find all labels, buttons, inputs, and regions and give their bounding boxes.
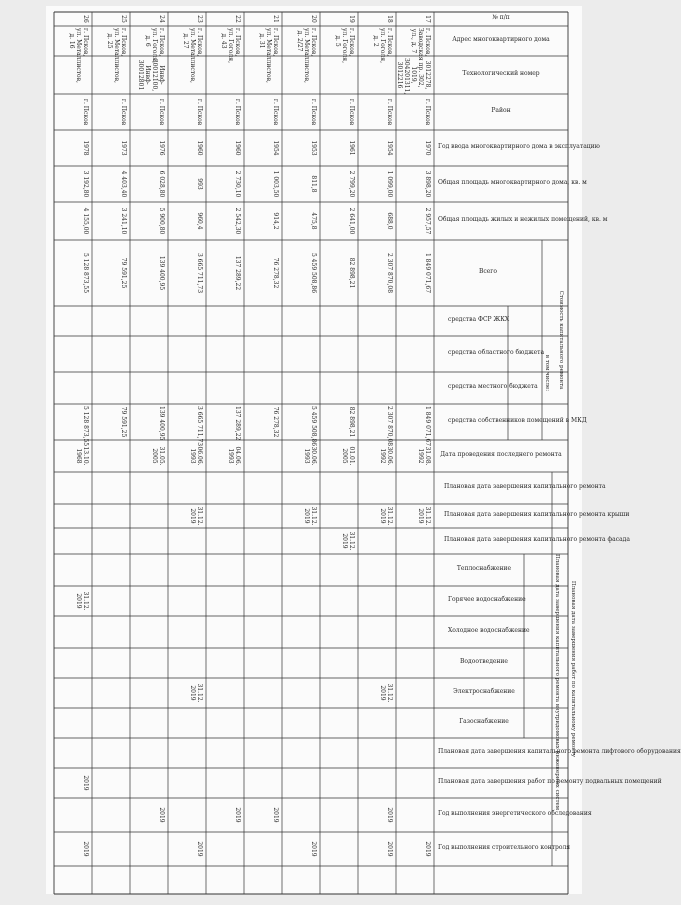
cell-control: 2019 bbox=[386, 841, 393, 857]
cell-owners: 5 459 508,86 bbox=[310, 406, 317, 447]
cell-res_area: 3 241,10 bbox=[120, 207, 127, 235]
header-eng-group: Плановая дата завершения капитального ремонта внутридомовых инженерных систем bbox=[554, 554, 560, 811]
cell-year: 1978 bbox=[82, 140, 89, 156]
cell-owners: 5 128 873,55 bbox=[82, 406, 89, 447]
cell-total: 82 898,21 bbox=[348, 257, 355, 289]
cell-control: 2019 bbox=[424, 841, 431, 857]
cell-basement: 2019 bbox=[82, 775, 89, 791]
header-res-area: Общая площадь жилых и нежилых помещений, кв. м bbox=[438, 216, 608, 223]
cell-address: г. Псков, ул. Гоголя, д. 6 bbox=[144, 28, 165, 64]
cell-district: г. Псков bbox=[424, 98, 431, 126]
cell-total_area: 811,8 bbox=[310, 175, 317, 193]
cell-year: 1970 bbox=[424, 140, 431, 156]
header-cost-group: Стоимость капитального ремонта bbox=[558, 290, 564, 390]
cell-last_date: 30.06. 1992 bbox=[379, 446, 393, 466]
header-cold-water: Холодное водоснабжение bbox=[448, 627, 530, 634]
header-last-date: Дата проведения последнего ремонта bbox=[440, 451, 562, 458]
cell-total: 3 665 711,73 bbox=[196, 252, 203, 294]
cell-roof: 31.12. 2019 bbox=[379, 506, 393, 526]
header-num: № п/п bbox=[492, 14, 510, 21]
header-tech: Технологический номер bbox=[462, 70, 540, 77]
cell-roof: 31.12. 2019 bbox=[189, 506, 203, 526]
cell-total_area: 1 099,00 bbox=[386, 170, 393, 198]
cell-num: 20 bbox=[310, 15, 317, 23]
cell-year: 1973 bbox=[120, 140, 127, 156]
cell-energy: 2019 bbox=[158, 807, 165, 823]
cell-owners: 79 591,25 bbox=[120, 406, 127, 438]
cell-res_area: 5 900,80 bbox=[158, 207, 165, 235]
cell-address: г. Псков, ул. Гоголя, д. 5 bbox=[334, 28, 355, 64]
header-plan-group: Плановая дата завершения работ по капитальному ремонту bbox=[570, 580, 576, 758]
cell-owners: 2 307 870,08 bbox=[386, 406, 393, 447]
header-fsr: средства ФСР ЖКХ bbox=[448, 316, 510, 323]
cell-roof: 31.12. 2019 bbox=[417, 506, 431, 526]
cell-address: г. Псков, ул. Гоголя, д. 43 bbox=[220, 28, 241, 64]
cell-last_date: 06.06. 1993 bbox=[189, 446, 203, 466]
cell-num: 18 bbox=[386, 15, 393, 23]
cell-total_area: 993 bbox=[196, 178, 203, 190]
header-heat: Теплоснабжение bbox=[456, 565, 512, 572]
cell-total: 2 307 870,08 bbox=[386, 252, 393, 294]
cell-year: 1960 bbox=[234, 140, 241, 156]
cell-tech: 3012278, пр. 302, 1019, 304201311, 3012216 bbox=[396, 58, 431, 95]
cell-res_area: 4 155,00 bbox=[82, 207, 89, 235]
header-local: средства местного бюджета bbox=[448, 383, 538, 390]
header-in-total: Всего bbox=[478, 268, 498, 275]
cell-owners: 76 278,32 bbox=[272, 406, 279, 438]
cell-total_area: 3 898,20 bbox=[424, 170, 431, 198]
cell-district: г. Псков bbox=[348, 98, 355, 126]
header-hot-water: Горячее водоснабжение bbox=[448, 596, 526, 603]
cell-district: г. Псков bbox=[386, 98, 393, 126]
cell-district: г. Псков bbox=[120, 98, 127, 126]
cell-last_date: 01.01. 2005 bbox=[341, 446, 355, 466]
cell-total: 139 400,95 bbox=[158, 255, 165, 291]
header-gas: Газоснабжение bbox=[459, 718, 509, 725]
cell-num: 23 bbox=[196, 15, 203, 23]
header-owners: средства собственников помещений в МКД bbox=[448, 417, 587, 424]
cell-energy: 2019 bbox=[272, 807, 279, 823]
cell-control: 2019 bbox=[310, 841, 317, 857]
cell-owners: 137 289,22 bbox=[234, 406, 241, 441]
cell-energy: 2019 bbox=[234, 807, 241, 823]
cell-res_area: 475,8 bbox=[310, 212, 317, 230]
cell-last_date: 30.06. 1993 bbox=[303, 446, 317, 466]
cell-res_area: 914,2 bbox=[272, 212, 279, 230]
document-page bbox=[46, 6, 681, 894]
cell-hot_water: 31.12. 2019 bbox=[75, 591, 89, 611]
cell-owners: 139 400,95 bbox=[158, 406, 165, 441]
cell-address: г. Псков, ул. Гоголя, д. 2 bbox=[372, 28, 393, 64]
header-control: Год выполнения строительного контроля bbox=[438, 844, 571, 851]
cell-district: г. Псков bbox=[272, 98, 279, 126]
cell-last_date: 13.10. 1968 bbox=[75, 446, 89, 466]
cell-address: г. Псков, ул. Металлистов, д. 31 bbox=[258, 28, 279, 83]
cell-address: г. Псков, ул. Металлистов, д. 25 bbox=[106, 28, 127, 83]
cell-total: 5 128 873,55 bbox=[82, 252, 89, 294]
cell-last_date: 31.05. 2005 bbox=[151, 446, 165, 466]
cell-num: 19 bbox=[348, 15, 355, 23]
cell-owners: 82 898,21 bbox=[348, 406, 355, 438]
header-incl: в том числе: bbox=[544, 354, 550, 392]
cell-owners: 1 849 071,67 bbox=[424, 406, 431, 447]
cell-total_area: 1 003,50 bbox=[272, 170, 279, 198]
cell-num: 26 bbox=[82, 15, 89, 23]
cell-year: 1954 bbox=[272, 140, 279, 156]
cell-num: 25 bbox=[120, 15, 127, 23]
cell-year: 1960 bbox=[196, 140, 203, 156]
header-total-area: Общая площадь многоквартирного дома, кв. м bbox=[438, 179, 587, 186]
cell-res_area: 960,4 bbox=[196, 212, 203, 230]
cell-facade: 31.12. 2019 bbox=[341, 531, 355, 551]
cell-district: г. Псков bbox=[310, 98, 317, 126]
cell-address: г. Псков, ул. Металлистов, д. 27 bbox=[182, 28, 203, 83]
cell-year: 1953 bbox=[310, 140, 317, 156]
cell-control: 2019 bbox=[82, 841, 89, 857]
header-facade: Плановая дата завершения капитального ремонта фасада bbox=[444, 536, 630, 543]
header-roof: Плановая дата завершения капитального ремонта крыши bbox=[444, 511, 630, 518]
cell-res_area: 2 957,57 bbox=[424, 207, 431, 235]
cell-district: г. Псков bbox=[196, 98, 203, 126]
cell-res_area: 2 542,30 bbox=[234, 207, 241, 235]
cell-district: г. Псков bbox=[158, 98, 165, 126]
cell-year: 1954 bbox=[386, 140, 393, 156]
header-plan-date: Плановая дата завершения капитального ремонта bbox=[444, 483, 606, 490]
header-regional: средства областного бюджета bbox=[448, 349, 545, 356]
cell-tech: Инвф- 30012100, Инвф- 30012801 bbox=[137, 58, 165, 92]
cell-electric: 31.12. 2019 bbox=[379, 683, 393, 703]
cell-res_area: 688,0 bbox=[386, 212, 393, 230]
cell-total_area: 3 192,80 bbox=[82, 170, 89, 198]
cell-total: 79 591,25 bbox=[120, 257, 127, 289]
cell-total_area: 2 730,10 bbox=[234, 170, 241, 198]
header-year: Год ввода многоквартирного дома в эксплуатацию bbox=[438, 143, 600, 150]
cell-total: 76 278,32 bbox=[272, 257, 279, 289]
header-district: Район bbox=[491, 107, 511, 114]
cell-total_area: 4 403,40 bbox=[120, 170, 127, 198]
cell-address: г. Псков, Заводская ул., д. 7 bbox=[410, 28, 431, 61]
cell-last_date: 31.08. 1992 bbox=[417, 446, 431, 466]
cell-district: г. Псков bbox=[234, 98, 241, 126]
cell-total_area: 6 028,80 bbox=[158, 170, 165, 198]
cell-energy: 2019 bbox=[386, 807, 393, 823]
cell-num: 17 bbox=[424, 15, 431, 23]
cell-total: 1 849 071,67 bbox=[424, 252, 431, 294]
cell-address: г. Псков, ул. Металлистов, д. 16 bbox=[68, 28, 89, 83]
header-elevator: Плановая дата завершения капитального ремонта лифтового оборудования bbox=[438, 748, 681, 755]
header-basement: Плановая дата завершения работ по ремонту подвальных помещений bbox=[438, 778, 662, 785]
header-sewer: Водоотведение bbox=[460, 658, 508, 665]
header-address: Адрес многоквартирного дома bbox=[452, 36, 550, 43]
cell-total: 137 289,22 bbox=[234, 255, 241, 291]
cell-total_area: 2 799,20 bbox=[348, 170, 355, 198]
cell-address: г. Псков, ул. Металлистов, д. 2/27 bbox=[296, 28, 317, 83]
cell-total: 5 459 508,86 bbox=[310, 252, 317, 294]
cell-num: 24 bbox=[158, 15, 165, 23]
cell-last_date: 04.06. 1993 bbox=[227, 446, 241, 466]
cell-roof: 31.12. 2019 bbox=[303, 506, 317, 526]
header-electric: Электроснабжение bbox=[453, 688, 515, 695]
header-energy: Год выполнения энергетического обследования bbox=[438, 810, 592, 817]
cell-res_area: 2 641,00 bbox=[348, 207, 355, 235]
cell-year: 1976 bbox=[158, 140, 165, 156]
cell-year: 1961 bbox=[348, 140, 355, 156]
cell-num: 22 bbox=[234, 15, 241, 23]
cell-electric: 31.12. 2019 bbox=[189, 683, 203, 703]
cell-owners: 3 665 711,73 bbox=[196, 406, 203, 447]
cell-num: 21 bbox=[272, 15, 279, 23]
cell-control: 2019 bbox=[196, 841, 203, 857]
cell-district: г. Псков bbox=[82, 98, 89, 126]
